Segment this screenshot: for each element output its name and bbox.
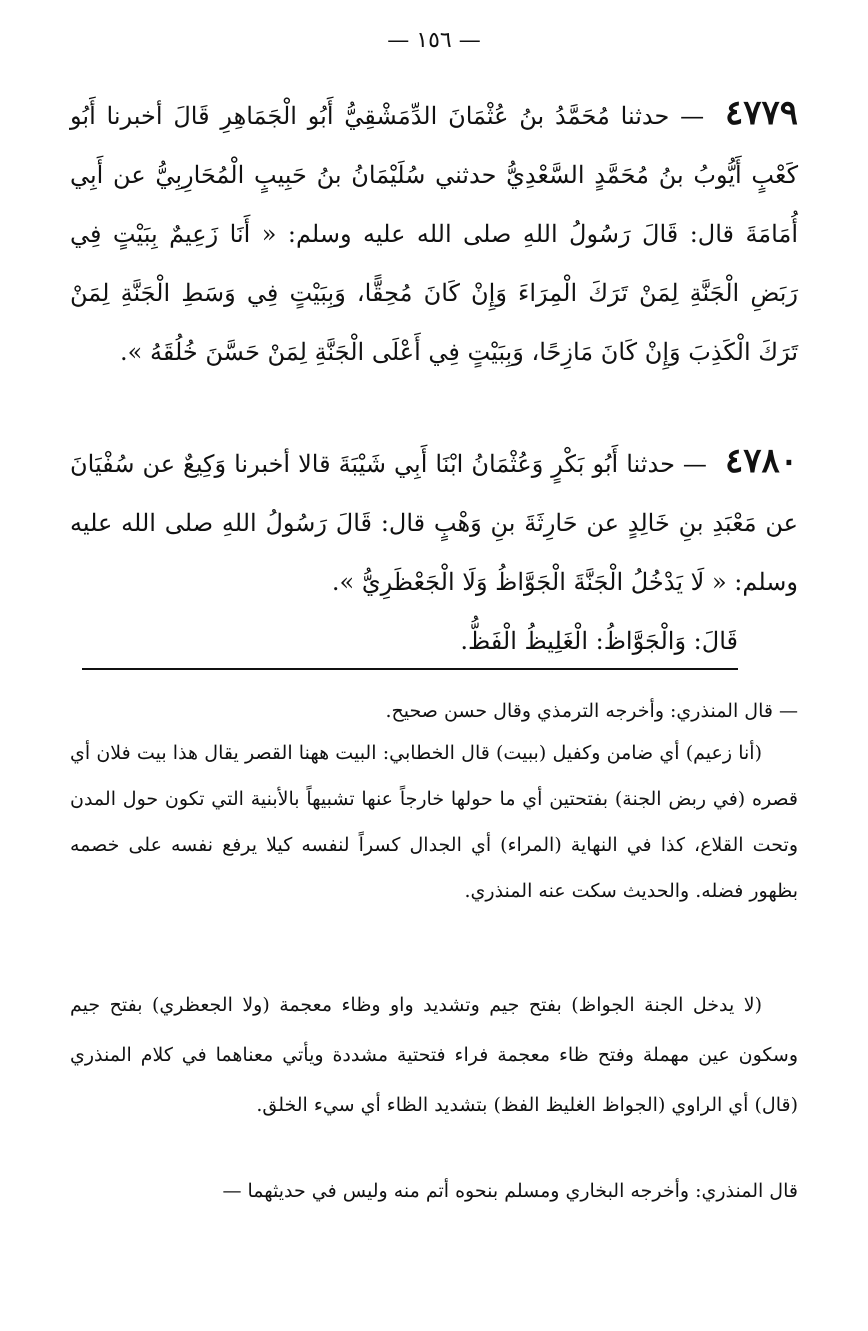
- footnote-divider: [82, 668, 738, 670]
- hadith-text: — حدثنا مُحَمَّدُ بنُ عُثْمَانَ الدِّمَشْقِيُّ أَبُو الْجَمَاهِرِ قَالَ أخبرنا أَبُو كَعْبٍ أَيُّوبُ بنُ مُحَمَّدٍ السَّعْدِيُّ حدثني سُلَيْمَانُ بنُ حَبِيبٍ الْمُحَارِبِيُّ عن أَبِي أُمَامَةَ قال: قَالَ رَسُولُ اللهِ صلى الله عليه وسلم: « أَنَا زَعِيمٌ بِبَيْتٍ فِي رَبَضِ الْجَنَّةِ لِمَنْ تَرَكَ الْمِرَاءَ وَإِنْ كَانَ مُحِقًّا، وَبِبَيْتٍ فِي وَسَطِ الْجَنَّةِ لِمَنْ تَرَكَ الْكَذِبَ وَإِنْ كَانَ مَازِحًا، وَبِبَيْتٍ فِي أَعْلَى الْجَنَّةِ لِمَنْ حَسَّنَ خُلُقَهُ ».: [70, 102, 798, 366]
- commentary-paragraph: (أنا زعيم) أي ضامن وكفيل (ببيت) قال الخطابي: البيت ههنا القصر يقال هذا بيت فلان أي قصره (في ربض الجنة) بفتحتين أي ما حولها خارجاً عنها تشبيهاً بالأبنية التي تكون حول المدن وتحت القلاع، كذا في النهاية (المراء) أي الجدال كسراً لنفسه كيلا يرفع نفسه على خصمه بظهور فضله. والحديث سكت عنه المنذري.: [70, 742, 798, 902]
- hadith-4779: [70, 84, 798, 382]
- hadith-number: ٤٧٨٠: [724, 441, 798, 481]
- commentary-paragraph: قال المنذري: وأخرجه البخاري ومسلم بنحوه أتم منه وليس في حديثهما —: [222, 1180, 798, 1202]
- hadith-number: ٤٧٧٩: [724, 93, 798, 133]
- hadith-text: — حدثنا أَبُو بَكْرٍ وَعُثْمَانُ ابْنَا أَبِي شَيْبَةَ قالا أخبرنا وَكِيعٌ عن سُفْيَانَ عن مَعْبَدِ بنِ خَالِدٍ عن حَارِثَةَ بنِ وَهْبٍ قال: قَالَ رَسُولُ اللهِ صلى الله عليه وسلم: « لَا يَدْخُلُ الْجَنَّةَ الْجَوَّاظُ وَلَا الْجَعْظَرِيُّ ».: [70, 450, 798, 596]
- commentary-paragraph: (لا يدخل الجنة الجواظ) بفتح جيم وتشديد واو وظاء معجمة (ولا الجعظري) بفتح جيم وسكون عين مهملة وفتح ظاء معجمة فراء فتحتية مشددة ويأتي معناهما في كلام المنذري (قال) أي الراوي (الجواظ الغليظ الفظ) بتشديد الظاء أي سيء الخلق.: [70, 994, 798, 1116]
- commentary-paragraph: — قال المنذري: وأخرجه الترمذي وقال حسن صحيح.: [385, 700, 798, 722]
- page-number: — ١٥٦ —: [387, 28, 481, 53]
- hadith-4780: [70, 432, 798, 671]
- hadith-gloss: قَالَ: وَالْجَوَّاظُ: الْغَلِيظُ الْفَظُّ.: [460, 627, 738, 655]
